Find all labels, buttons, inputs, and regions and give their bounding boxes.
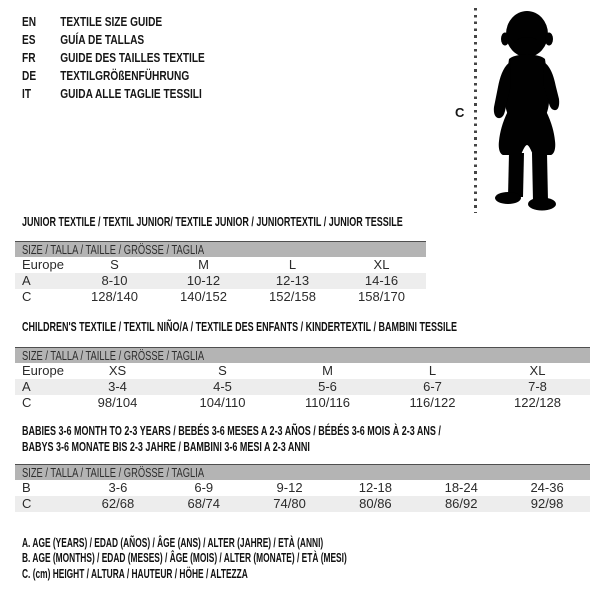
row-label: Europe [22,362,64,378]
table-cell: 12-13 [275,272,310,288]
row-label: C [22,496,32,511]
size-table-header [15,347,590,363]
table-cell: 10-12 [186,272,221,288]
table-row [15,395,590,411]
size-table-header-row [15,347,590,363]
table-cell: XS [108,362,127,378]
lang-row-de [22,67,205,85]
table-cell: 92/98 [530,496,564,511]
row-label: Europe [22,256,64,272]
height-measure-line-icon [474,8,477,213]
row-label: C [22,288,32,304]
language-title-list [22,13,256,103]
row-label: A [22,378,31,394]
table-cell: 3-6 [108,480,128,495]
table-cell: 68/74 [187,496,221,511]
table-cell: S [110,256,119,272]
table-cell: 12-18 [358,480,393,495]
table-cell: 3-4 [108,378,127,394]
table-cell: 6-7 [423,378,442,394]
baby-silhouette-icon [481,9,575,211]
table-cell: 9-12 [276,480,303,495]
lang-row-en [22,13,205,31]
section-title-line: CHILDREN'S TEXTILE / TEXTIL NIÑO/A / TEXTILE DES ENFANTS / KINDERTEXTIL / BAMBINI TESSILE [22,320,458,334]
section-title [22,320,600,335]
table-cell: 98/104 [97,394,138,410]
table-row [15,363,590,379]
table-row [15,273,426,289]
table-cell: 158/170 [358,288,405,304]
row-label: B [22,480,31,495]
size-table-header-text: SIZE / TALLA / TAILLE / GRÖSSE / TAGLIA [22,465,205,480]
table-cell: L [288,256,297,272]
section-junior-textile [15,215,551,305]
size-table-header [15,241,426,257]
table-cell: XL [529,362,546,378]
section-title [22,424,600,455]
table-cell: 24-36 [530,480,564,495]
table-cell: 86/92 [444,496,478,511]
table-cell: 104/110 [199,394,246,410]
table-cell: S [218,362,227,378]
table-cell: 140/152 [180,288,227,304]
table-row [15,496,590,512]
size-table [15,464,590,512]
lang-label: TEXTILGRÖßENFÜHRUNG [60,68,190,83]
section-babies-textile [15,424,600,512]
size-table-header [15,465,590,481]
table-cell: 14-16 [364,272,399,288]
table-cell: 116/122 [409,394,456,410]
table-cell: 152/158 [269,288,316,304]
legend [22,536,507,582]
lang-code: ES [22,32,36,47]
size-table-header-row [15,465,590,481]
table-cell: L [428,362,437,378]
height-measure-label: C [455,105,465,120]
size-table [15,241,426,305]
lang-row-it [22,85,205,103]
table-cell: 8-10 [101,272,128,288]
lang-code: EN [22,14,37,29]
table-cell: 128/140 [91,288,138,304]
table-cell: 122/128 [514,394,561,410]
size-table-header-row [15,241,426,257]
section-title-line: JUNIOR TEXTILE / TEXTIL JUNIOR/ TEXTILE JUNIOR / JUNIORTEXTIL / JUNIOR TESSILE [22,215,403,229]
table-cell: 62/68 [101,496,135,511]
section-childrens-textile [15,320,600,411]
section-title-line: BABIES 3-6 MONTH TO 2-3 YEARS / BEBÉS 3-6 MESES A 2-3 AÑOS / BÉBÉS 3-6 MOIS À 2-3 ANS / [22,424,441,438]
table-cell: 80/86 [359,496,392,511]
legend-line: A. AGE (YEARS) / EDAD (AÑOS) / ÂGE (ANS) / ALTER (JAHRE) / ETÀ (ANNI) [22,536,324,550]
table-cell: 7-8 [528,378,547,394]
table-row [15,257,426,273]
table-cell: 74/80 [273,496,306,511]
lang-row-es [22,31,205,49]
table-cell: 110/116 [304,394,351,410]
size-table-header-text: SIZE / TALLA / TAILLE / GRÖSSE / TAGLIA [22,241,205,257]
lang-row-fr [22,49,205,67]
section-title [22,215,551,230]
row-label: C [22,394,32,410]
table-cell: M [322,362,333,378]
lang-label: GUIDA ALLE TAGLIE TESSILI [60,86,202,101]
lang-label: GUÍA DE TALLAS [60,32,145,47]
lang-code: DE [22,68,37,83]
table-cell: XL [373,256,390,272]
table-row [15,289,426,305]
size-table-header-text: SIZE / TALLA / TAILLE / GRÖSSE / TAGLIA [22,347,205,363]
table-cell: 6-9 [194,480,214,495]
table-cell: M [198,256,209,272]
table-row [15,379,590,395]
size-table [15,347,590,411]
row-label: A [22,272,31,288]
lang-code: FR [22,50,36,65]
lang-code: IT [22,86,32,101]
table-row [15,480,590,496]
table-cell: 4-5 [213,378,232,394]
table-cell: 5-6 [318,378,337,394]
legend-line: C. (cm) HEIGHT / ALTURA / HAUTEUR / HÖHE / ALTEZZA [22,566,248,581]
legend-line: B. AGE (MONTHS) / EDAD (MESES) / ÂGE (MOIS) / ALTER (MONATE) / ETÀ (MESI) [22,551,347,566]
lang-label: GUIDE DES TAILLES TEXTILE [60,50,205,65]
table-cell: 18-24 [444,480,478,495]
section-title-line: BABYS 3-6 MONATE BIS 2-3 JAHRE / BAMBINI 3-6 MESI A 2-3 ANNI [22,439,310,454]
lang-label: TEXTILE SIZE GUIDE [60,14,163,29]
